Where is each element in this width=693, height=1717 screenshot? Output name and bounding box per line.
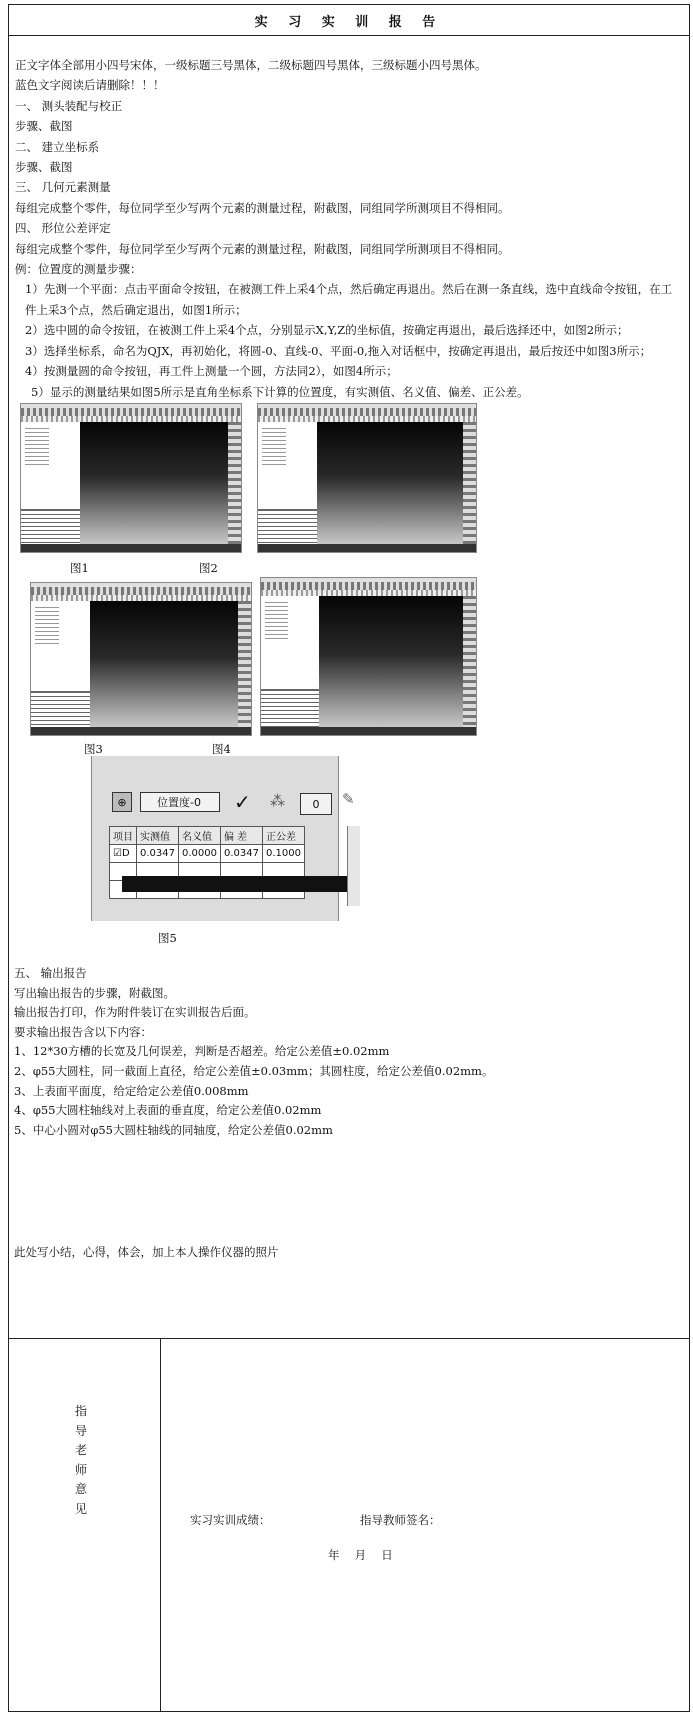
table-row[interactable] xyxy=(110,845,305,863)
figure-3-caption: 图3 xyxy=(84,742,103,756)
figure-5-caption: 图5 xyxy=(158,931,177,945)
body-line: 步骤、截图 xyxy=(15,119,73,134)
table-cell: 0.0000 xyxy=(179,845,221,863)
figure-1-screenshot xyxy=(20,403,242,553)
step-3: 3）选择坐标系，命名为QJX，再初始化，将圆-0、直线-0、平面-0,拖入对话框中，按确定再退出，最后按还中如图3所示； xyxy=(25,343,652,358)
checkmark-icon[interactable]: ✓ xyxy=(234,790,251,814)
table-cell: 0.0347 xyxy=(221,845,263,863)
step-5: 5）显示的测量结果如图5所示是直角坐标系下计算的位置度，有实测值、名义值、偏差、正公差。 xyxy=(31,384,529,399)
col-header: 名义值 xyxy=(179,827,221,845)
step-2: 2）选中圆的命令按钮，在被测工件上采4个点，分别显示X,Y,Z的坐标值，按确定再退出，最后选择还中，如图2所示； xyxy=(25,323,629,338)
step-4: 4）按测量圆的命令按钮，再工件上测量一个圆，方法同2），如图4所示； xyxy=(25,364,398,379)
heading-2: 二、 建立坐标系 xyxy=(15,139,100,154)
figure-3-screenshot xyxy=(30,582,252,736)
requirement-2: 2、φ55大圆柱，同一截面上直径，给定公差值±0.03mm；其圆柱度，给定公差值0.02mm。 xyxy=(14,1063,494,1078)
heading-3: 三、 几何元素测量 xyxy=(15,180,111,195)
heading-4: 四、 形位公差评定 xyxy=(15,221,111,236)
body-line: 写出输出报告的步骤，附截图。 xyxy=(14,985,175,1000)
col-header: 项目 xyxy=(110,827,137,845)
grade-label: 实习实训成绩： xyxy=(190,1513,271,1527)
table-cell: D xyxy=(121,848,130,859)
col-header: 偏 差 xyxy=(221,827,263,845)
step-1: 1）先测一个平面：点击平面命令按钮，在被测工件上采4个点，然后确定再退出。然后在测一条直线，选中直线命令按钮，在工件上采3个点，然后确定退出，如图1所示； xyxy=(25,282,673,317)
requirement-4: 4、φ55大圆柱轴线对上表面的垂直度，给定公差值0.02mm xyxy=(14,1103,322,1118)
body-line: 蓝色文字阅读后请删除！！！ xyxy=(15,78,165,93)
figure-1-caption: 图1 xyxy=(70,561,89,575)
requirement-3: 3、上表面平面度，给定给定公差值0.008mm xyxy=(14,1083,249,1098)
section-5 xyxy=(14,964,493,1140)
pencil-icon[interactable]: ✎ xyxy=(342,790,355,808)
report-title: 实 习 实 训 报 告 xyxy=(9,5,689,36)
scrollbar[interactable] xyxy=(347,826,360,906)
requirement-1: 1、12*30方槽的长宽及几何误差，判断是否超差。给定公差值±0.02mm xyxy=(14,1044,390,1059)
body-line: 要求输出报告含以下内容： xyxy=(14,1024,152,1039)
figure-2-screenshot xyxy=(257,403,477,553)
body-line: 步骤、截图 xyxy=(15,160,73,175)
figure-4-caption: 图4 xyxy=(212,742,231,756)
counter-field[interactable]: 0 xyxy=(300,793,332,815)
tolerance-name-field[interactable]: 位置度-0 xyxy=(140,792,220,812)
body-line: 每组完成整个零件，每位同学至少写两个元素的测量过程，附截图，同组同学所测项目不得相同。 xyxy=(15,200,510,215)
footprint-icon[interactable]: ⁂ xyxy=(270,792,285,810)
advisor-opinion-label: 指 导 老 师 意 见 xyxy=(74,1404,87,1516)
summary-note: 此处写小结，心得，体会，加上本人操作仪器的照片 xyxy=(14,1245,279,1259)
table-cell: 0.0347 xyxy=(137,845,179,863)
body-line: 每组完成整个零件，每位同学至少写两个元素的测量过程，附截图，同组同学所测项目不得相同。 xyxy=(15,241,510,256)
body-line: 输出报告打印，作为附件装订在实训报告后面。 xyxy=(14,1005,256,1020)
heading-1: 一、 测头装配与校正 xyxy=(15,98,123,113)
figure-2-caption: 图2 xyxy=(199,561,218,575)
body-line: 例：位置度的测量步骤： xyxy=(15,262,142,277)
col-header: 实测值 xyxy=(137,827,179,845)
figure-5-dialog xyxy=(91,756,355,921)
report-body xyxy=(15,55,683,402)
body-line: 正文字体全部用小四号宋体，一级标题三号黑体，二级标题四号黑体，三级标题小四号黑体。 xyxy=(15,58,487,72)
position-tolerance-icon[interactable]: ⊕ xyxy=(112,792,132,812)
col-header: 正公差 xyxy=(263,827,305,845)
date-label: 年 月 日 xyxy=(328,1548,393,1562)
checkbox-icon[interactable]: ☑ xyxy=(113,848,122,859)
table-cell: 0.1000 xyxy=(263,845,305,863)
requirement-5: 5、中心小圆对φ55大圆柱轴线的同轴度，给定公差值0.02mm xyxy=(14,1122,333,1137)
signature-label: 指导教师签名： xyxy=(360,1513,441,1527)
figure-4-screenshot xyxy=(260,577,477,736)
selection-bar xyxy=(122,876,348,892)
heading-5: 五、 输出报告 xyxy=(14,966,87,980)
